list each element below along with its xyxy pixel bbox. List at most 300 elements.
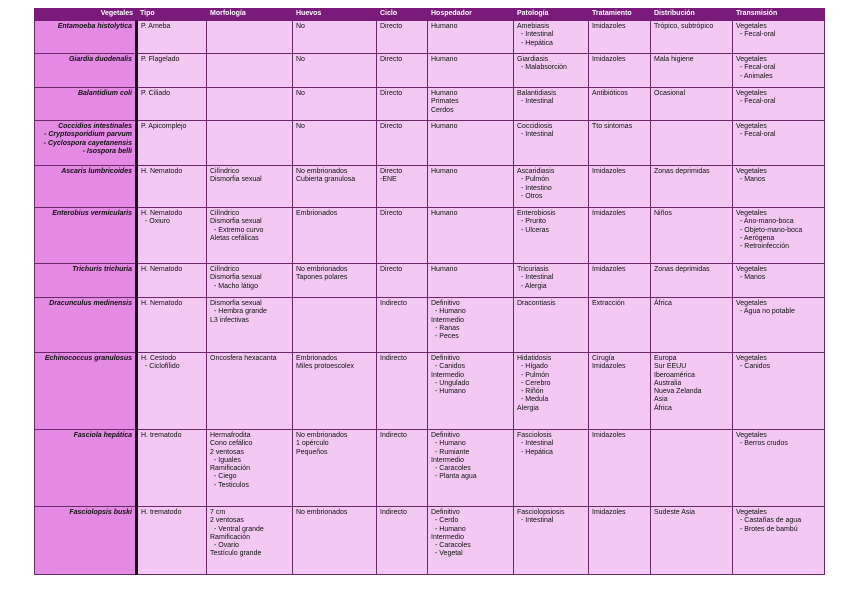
cell-line: - Intestinal (521, 440, 554, 448)
distribucion-cell (651, 88, 733, 121)
header-cell: Tipo (137, 9, 207, 21)
ciclo-cell (377, 54, 428, 88)
cell-line: - Hígado (521, 363, 548, 371)
patologia-cell (514, 88, 589, 121)
cell-line: Niños (654, 210, 672, 217)
cell-line: Directo (380, 23, 403, 30)
parasite-table-container (34, 8, 824, 575)
cell-line: Imidazoles (592, 509, 626, 516)
cell-line: Imidazoles (592, 432, 626, 439)
distribucion-cell (651, 121, 733, 166)
cell-line: Imidazoles (592, 56, 626, 63)
cell-line: Imidazoles (592, 363, 626, 371)
cell-line: H. Nematodo (141, 266, 183, 273)
cell-line: Amebiasis (517, 23, 550, 30)
cell-line: - Riñón (521, 388, 544, 396)
cell-line: Dismorfia sexual (210, 274, 262, 282)
cell-line: - Ungulado (435, 379, 470, 387)
cell-line: Cono cefálico (210, 440, 253, 448)
tratamiento-cell (589, 430, 651, 507)
cell-line: H. trematodo (141, 432, 182, 439)
species-name-cell (35, 88, 137, 121)
cell-line: Humano (431, 23, 458, 30)
distribucion-cell (651, 208, 733, 264)
cell-line: Humano (431, 168, 458, 175)
cell-line: - Cyclospora cayetanensis (43, 139, 132, 147)
cell-line: - Intestinal (521, 131, 554, 139)
ciclo-cell (377, 353, 428, 430)
cell-line: Coccidios intestinales (58, 123, 132, 130)
cell-line: - Berros crudos (740, 440, 788, 448)
tipo-cell (137, 166, 207, 208)
cell-line: Humano (431, 266, 458, 273)
cell-line: Vegetales (736, 210, 767, 217)
cell-line: Dismorfia sexual (210, 218, 262, 226)
cell-line: - Cerebro (521, 379, 551, 387)
hospedador-cell (428, 166, 514, 208)
cell-line: Cilíndrico (210, 168, 240, 175)
morfologia-cell (207, 54, 293, 88)
cell-line: - Planta agua (435, 473, 477, 481)
patologia-cell (514, 430, 589, 507)
patologia-cell (514, 264, 589, 298)
cell-line: Vegetales (736, 509, 767, 516)
distribucion-cell (651, 166, 733, 208)
cell-line: - Macho látigo (214, 282, 258, 290)
huevos-cell (293, 298, 377, 353)
cell-line: Vegetales (736, 168, 767, 175)
cell-line: - Alergia (521, 282, 547, 290)
morfologia-cell (207, 121, 293, 166)
cell-line: - Animales (740, 72, 773, 80)
cell-line: Enterobiosis (517, 210, 556, 217)
cell-line: - Medula (521, 396, 549, 404)
ciclo-cell (377, 298, 428, 353)
cell-line: Intermedio (431, 316, 465, 324)
cell-line: - Humano (435, 440, 466, 448)
cell-line: Sudeste Asia (654, 509, 695, 516)
table-row (35, 507, 825, 575)
cell-line: Dracontiasis (517, 300, 556, 307)
cell-line: No (296, 56, 305, 63)
transmision-cell (733, 54, 825, 88)
cell-line: Humano (431, 90, 458, 97)
cell-line: Tto sintomas (592, 123, 633, 130)
cell-line: Vegetales (736, 355, 767, 362)
table-row (35, 21, 825, 54)
cell-line: - Pulmón (521, 371, 550, 379)
tipo-cell (137, 121, 207, 166)
transmision-cell (733, 21, 825, 54)
cell-line: - Ventral grande (214, 525, 264, 533)
cell-line: Trichuris trichuria (72, 266, 132, 273)
morfologia-cell (207, 21, 293, 54)
hospedador-cell (428, 430, 514, 507)
header-cell: Huevos (293, 9, 377, 21)
cell-line: - Ano-mano-boca (740, 218, 794, 226)
species-name-cell (35, 507, 137, 575)
cell-line: Dismorfia sexual (210, 300, 262, 307)
cell-line: Vegetales (736, 300, 767, 307)
ciclo-cell (377, 166, 428, 208)
hospedador-cell (428, 353, 514, 430)
header-cell: Transmisión (733, 9, 825, 21)
cell-line: 1 opérculo (296, 440, 329, 448)
huevos-cell (293, 430, 377, 507)
cell-line: - Agua no potable (740, 308, 795, 316)
cell-line: Embrionados (296, 210, 338, 217)
cell-line: Ramificación (210, 533, 251, 541)
patologia-cell (514, 166, 589, 208)
cell-line: - Malabsorción (521, 64, 567, 72)
cell-line: 2 ventosas (210, 448, 244, 456)
species-name-cell (35, 430, 137, 507)
header-cell: Hospedador (428, 9, 514, 21)
cell-line: No embrionados (296, 266, 348, 273)
transmision-cell (733, 353, 825, 430)
cell-line: Nueva Zelanda (654, 388, 702, 396)
cell-line: Ocasional (654, 90, 686, 97)
huevos-cell (293, 88, 377, 121)
cell-line: - Caracoles (435, 542, 471, 550)
tipo-cell (137, 208, 207, 264)
cell-line: Tricuriasis (517, 266, 549, 273)
tratamiento-cell (589, 88, 651, 121)
cell-line: P. Apicomplejo (141, 123, 187, 130)
cell-line: Humano (431, 123, 458, 130)
cell-line: H. Nematodo (141, 168, 183, 175)
cell-line: - Ciego (214, 473, 237, 481)
table-row (35, 264, 825, 298)
distribucion-cell (651, 54, 733, 88)
cell-line: - Brotes de bambú (740, 525, 798, 533)
transmision-cell (733, 430, 825, 507)
huevos-cell (293, 353, 377, 430)
ciclo-cell (377, 507, 428, 575)
table-row (35, 430, 825, 507)
cell-line: - Testiculos (214, 481, 249, 489)
cell-line: - Intestinal (521, 98, 554, 106)
cell-line: H. Nematodo (141, 210, 183, 217)
cell-line: - Canidos (435, 363, 465, 371)
tipo-cell (137, 353, 207, 430)
cell-line: Vegetales (736, 23, 767, 30)
cell-line: Mala higiene (654, 56, 694, 63)
cell-line: Directo (380, 123, 403, 130)
ciclo-cell (377, 264, 428, 298)
cell-line: - Humano (435, 525, 466, 533)
patologia-cell (514, 298, 589, 353)
cell-line: - Manos (740, 274, 766, 282)
ciclo-cell (377, 430, 428, 507)
cell-line: - Hepática (521, 39, 553, 47)
cell-line: - Ulceras (521, 226, 550, 234)
cell-line: Cilíndrico (210, 266, 240, 273)
hospedador-cell (428, 507, 514, 575)
cell-line: Directo (380, 56, 403, 63)
cell-line: Indirecto (380, 355, 407, 362)
cell-line: - Intestinal (521, 31, 554, 39)
cell-line: Imidazoles (592, 23, 626, 30)
cell-line: Oncosfera hexacanta (210, 355, 277, 362)
transmision-cell (733, 264, 825, 298)
table-row (35, 353, 825, 430)
cell-line: H. Nematodo (141, 300, 183, 307)
ciclo-cell (377, 208, 428, 264)
cell-line: - Ovario (214, 542, 239, 550)
cell-line: Directo (380, 168, 403, 175)
cell-line: Aletas cefálicas (210, 234, 259, 242)
cell-line: 2 ventosas (210, 517, 244, 525)
cell-line: Directo (380, 210, 403, 217)
cell-line: Coccidiosis (517, 123, 553, 130)
cell-line: Fasciolosis (517, 432, 552, 439)
morfologia-cell (207, 208, 293, 264)
cell-line: - Cerdo (435, 517, 459, 525)
cell-line: Giardia duodenalis (68, 56, 132, 63)
cell-line: - Objeto-mano-boca (740, 226, 803, 234)
species-name-cell (35, 54, 137, 88)
ciclo-cell (377, 88, 428, 121)
tratamiento-cell (589, 264, 651, 298)
cell-line: Europa (654, 355, 677, 362)
cell-line: - Humano (435, 388, 466, 396)
cell-line: - Cryptosporidium parvum (44, 131, 132, 139)
morfologia-cell (207, 353, 293, 430)
transmision-cell (733, 121, 825, 166)
table-row (35, 88, 825, 121)
huevos-cell (293, 264, 377, 298)
cell-line: Sur EEUU (654, 363, 687, 371)
distribucion-cell (651, 507, 733, 575)
hospedador-cell (428, 88, 514, 121)
cell-line: Vegetales (736, 266, 767, 273)
cell-line: Cubierta granulosa (296, 176, 356, 184)
huevos-cell (293, 21, 377, 54)
cell-line: Vegetales (736, 123, 767, 130)
cell-line: Definitivo (431, 300, 460, 307)
cell-line: No embrionados (296, 168, 348, 175)
cell-line: Intermedio (431, 533, 465, 541)
morfologia-cell (207, 507, 293, 575)
cell-line: Humano (431, 56, 458, 63)
cell-line: Definitivo (431, 432, 460, 439)
cell-line: Imidazoles (592, 210, 626, 217)
cell-line: Australia (654, 379, 682, 387)
cell-line: - Peces (435, 333, 459, 341)
cell-line: Echinococcus granulosus (44, 355, 132, 362)
cell-line: Testículo grande (210, 550, 262, 558)
cell-line: P. Flagelado (141, 56, 180, 63)
patologia-cell (514, 21, 589, 54)
transmision-cell (733, 208, 825, 264)
cell-line: - Iguales (214, 456, 241, 464)
tratamiento-cell (589, 353, 651, 430)
parasite-table (34, 8, 825, 575)
header-cell: Tratamiento (589, 9, 651, 21)
cell-line: - Fecal-oral (740, 31, 776, 39)
cell-line: - Prurito (521, 218, 546, 226)
cell-line: Directo (380, 90, 403, 97)
cell-line: H. trematodo (141, 509, 182, 516)
cell-line: - Hembra grande (214, 308, 267, 316)
cell-line: Extracción (592, 300, 625, 307)
huevos-cell (293, 208, 377, 264)
table-row (35, 121, 825, 166)
tratamiento-cell (589, 21, 651, 54)
cell-line: Miles protoescolex (296, 363, 354, 371)
cell-line: Pequeños (296, 448, 328, 456)
cell-line: P. Ameba (141, 23, 171, 30)
tratamiento-cell (589, 54, 651, 88)
cell-line: Vegetales (736, 90, 767, 97)
cell-line: Ascaridiasis (517, 168, 555, 175)
cell-line: Zonas deprimidas (654, 266, 710, 273)
transmision-cell (733, 88, 825, 121)
morfologia-cell (207, 264, 293, 298)
cell-line: - Vegetal (435, 550, 463, 558)
cell-line: - Intestinal (521, 517, 554, 525)
cell-line: Ascaris lumbricoides (61, 168, 132, 175)
cell-line: Zonas deprimidas (654, 168, 710, 175)
species-name-cell (35, 208, 137, 264)
header-cell: Morfología (207, 9, 293, 21)
cell-line: - Fecal-oral (740, 131, 776, 139)
tipo-cell (137, 298, 207, 353)
cell-line: No embrionados (296, 432, 348, 439)
cell-line: Alergia (517, 404, 539, 412)
hospedador-cell (428, 21, 514, 54)
table-body (35, 21, 825, 575)
cell-line: Ramificación (210, 465, 251, 473)
patologia-cell (514, 507, 589, 575)
cell-line: Trópico, subtrópico (654, 23, 714, 30)
cell-line: - Retroinfección (740, 243, 790, 251)
tipo-cell (137, 264, 207, 298)
patologia-cell (514, 208, 589, 264)
cell-line: Humano (431, 210, 458, 217)
cell-line: África (654, 300, 672, 307)
table-row (35, 166, 825, 208)
cell-line: - Hepática (521, 448, 553, 456)
ciclo-cell (377, 21, 428, 54)
cell-line: Balantidium coli (77, 90, 132, 97)
species-name-cell (35, 264, 137, 298)
cell-line: Fasciolopsiosis (517, 509, 565, 516)
species-name-cell (35, 121, 137, 166)
patologia-cell (514, 353, 589, 430)
cell-line: - Intestinal (521, 274, 554, 282)
species-name-cell (35, 298, 137, 353)
cell-line: Fasciola hepática (73, 432, 132, 439)
cell-line: Indirecto (380, 509, 407, 516)
header-cell: Ciclo (377, 9, 428, 21)
huevos-cell (293, 121, 377, 166)
hospedador-cell (428, 298, 514, 353)
cell-line: - Humano (435, 308, 466, 316)
cell-line: - Ciclofílido (145, 363, 180, 371)
cell-line: - Rumiante (435, 448, 470, 456)
transmision-cell (733, 166, 825, 208)
cell-line: Imidazoles (592, 266, 626, 273)
table-row (35, 54, 825, 88)
cell-line: -ENE (380, 176, 397, 184)
cell-line: Intermedio (431, 456, 465, 464)
cell-line: - Ranas (435, 324, 460, 332)
cell-line: - Canidos (740, 363, 770, 371)
hospedador-cell (428, 54, 514, 88)
cell-line: - Fecal-oral (740, 98, 776, 106)
cell-line: Dismorfia sexual (210, 176, 262, 184)
table-row (35, 208, 825, 264)
huevos-cell (293, 507, 377, 575)
morfologia-cell (207, 166, 293, 208)
tipo-cell (137, 54, 207, 88)
tratamiento-cell (589, 298, 651, 353)
cell-line: Dracunculus medinensis (49, 300, 132, 307)
tipo-cell (137, 507, 207, 575)
cell-line: Indirecto (380, 432, 407, 439)
cell-line: Cilíndrico (210, 210, 240, 217)
patologia-cell (514, 121, 589, 166)
cell-line: Balantidiasis (517, 90, 557, 97)
cell-line: Indirecto (380, 300, 407, 307)
cell-line: No (296, 123, 305, 130)
distribucion-cell (651, 21, 733, 54)
header-cell: Distribución (651, 9, 733, 21)
cell-line: Definitivo (431, 355, 460, 362)
cell-line: Directo (380, 266, 403, 273)
cell-line: Antibióticos (592, 90, 628, 97)
cell-line: - Castañas de agua (740, 517, 802, 525)
cell-line: - Isospora belli (82, 147, 132, 155)
cell-line: Enterobius vermicularis (52, 210, 132, 217)
cell-line: Embrionados (296, 355, 338, 362)
cell-line: No embrionados (296, 509, 348, 516)
hospedador-cell (428, 121, 514, 166)
species-name-cell (35, 21, 137, 54)
distribucion-cell (651, 264, 733, 298)
huevos-cell (293, 166, 377, 208)
cell-line: Definitivo (431, 509, 460, 516)
cell-line: Entamoeba histolytica (57, 23, 132, 30)
cell-line: Hermafrodita (210, 432, 251, 439)
cell-line: Asia (654, 396, 668, 404)
cell-line: Fasciolopsis buski (69, 509, 132, 516)
cell-line: Tapones polares (296, 274, 348, 282)
cell-line: - Caracoles (435, 465, 471, 473)
ciclo-cell (377, 121, 428, 166)
tratamiento-cell (589, 121, 651, 166)
cell-line: H. Cestodo (141, 355, 177, 362)
cell-line: No (296, 90, 305, 97)
cell-line: Cerdos (431, 106, 454, 114)
cell-line: - Pulmón (521, 176, 550, 184)
tipo-cell (137, 21, 207, 54)
cell-line: Cirugía (592, 355, 615, 362)
distribucion-cell (651, 353, 733, 430)
cell-line: No (296, 23, 305, 30)
header-cell: Vegetales (35, 9, 137, 21)
cell-line: - Otros (521, 192, 543, 200)
hospedador-cell (428, 264, 514, 298)
header-row (35, 9, 825, 21)
cell-line: Iberoamérica (654, 371, 695, 379)
tipo-cell (137, 430, 207, 507)
cell-line: - Fecal-oral (740, 64, 776, 72)
transmision-cell (733, 298, 825, 353)
cell-line: - Aerógena (740, 234, 775, 242)
